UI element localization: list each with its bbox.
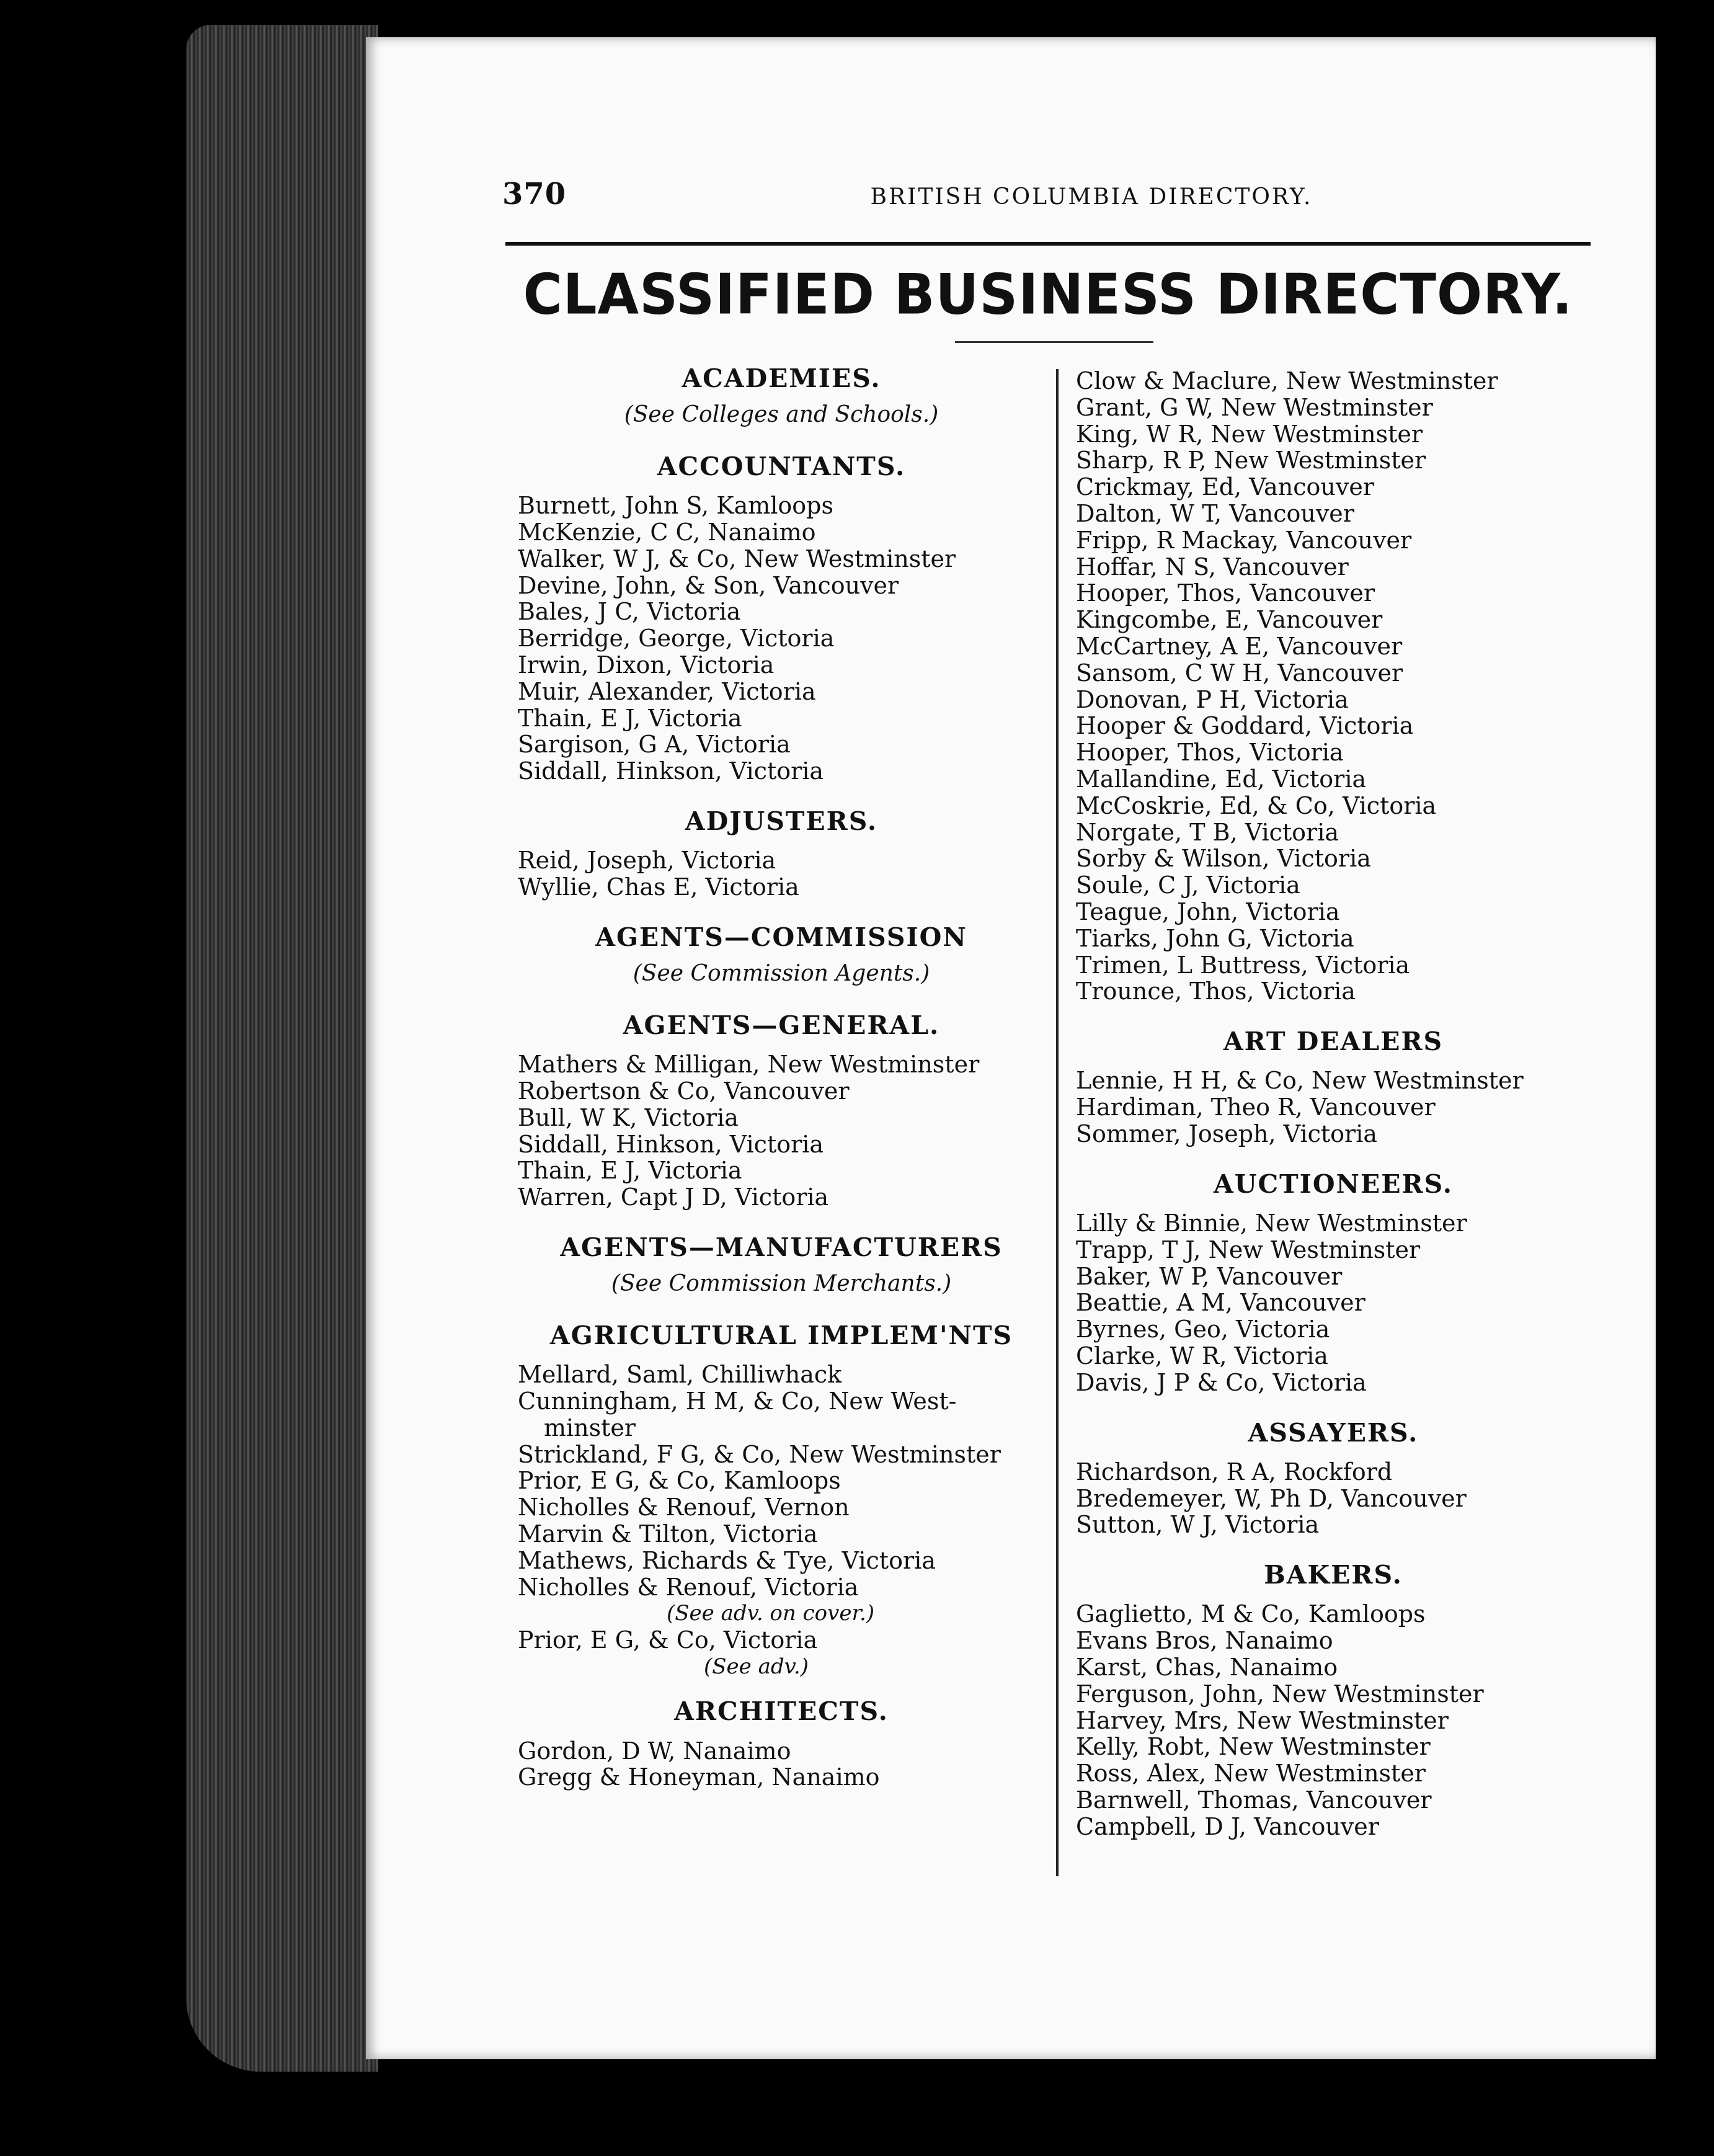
list-item: Kelly, Robt, New Westminster	[1076, 1733, 1431, 1761]
list-item: Bales, J C, Victoria	[518, 598, 741, 626]
list-item: Clarke, W R, Victoria	[1076, 1342, 1328, 1370]
column-divider	[1056, 369, 1059, 1876]
see-reference: (See adv.)	[704, 1654, 809, 1679]
architects-continued-list	[1076, 368, 1591, 1005]
running-head	[502, 177, 1594, 220]
list-item: Nicholles & Renouf, Vernon	[518, 1494, 850, 1521]
list-item: Devine, John, & Son, Vancouver	[518, 571, 899, 599]
list-item: Prior, E G, & Co, Kamloops	[518, 1467, 841, 1495]
section-heading-assayers: ASSAYERS.	[1248, 1417, 1419, 1448]
list-item: Siddall, Hinkson, Victoria	[518, 757, 824, 785]
list-item: Prior, E G, & Co, Victoria	[518, 1626, 818, 1654]
see-reference: (See Colleges and Schools.)	[624, 402, 939, 428]
list-item: McCartney, A E, Vancouver	[1076, 632, 1403, 660]
auctioneers-list	[1076, 1210, 1591, 1396]
section-heading-agents-commission: AGENTS—COMMISSION	[595, 922, 967, 952]
list-item: Richardson, R A, Rockford	[1076, 1458, 1393, 1486]
section-heading-agents-manufacturers: AGENTS—MANUFACTURERS	[560, 1232, 1003, 1262]
list-item: Strickland, F G, & Co, New Westminster	[518, 1440, 1001, 1468]
list-item: Hoffar, N S, Vancouver	[1076, 553, 1349, 581]
adjusters-list	[518, 847, 1045, 901]
list-item: Walker, W J, & Co, New Westminster	[518, 545, 956, 572]
list-item: Robertson & Co, Vancouver	[518, 1077, 850, 1105]
list-item: Sutton, W J, Victoria	[1076, 1511, 1320, 1539]
list-item: Cunningham, H M, & Co, New West-	[518, 1388, 957, 1415]
list-item: Lilly & Binnie, New Westminster	[1076, 1209, 1467, 1237]
list-item: Gregg & Honeyman, Nanaimo	[518, 1763, 880, 1791]
list-item: Mellard, Saml, Chilliwhack	[518, 1361, 842, 1389]
list-item: Bull, W K, Victoria	[518, 1103, 739, 1131]
list-item: Sargison, G A, Victoria	[518, 731, 791, 759]
list-item: Sommer, Joseph, Victoria	[1076, 1120, 1378, 1147]
see-reference: (See Commission Agents.)	[633, 961, 930, 987]
title-rule	[955, 341, 1153, 343]
list-item: Trimen, L Buttress, Victoria	[1076, 951, 1410, 979]
list-item: Gordon, D W, Nanaimo	[518, 1737, 791, 1765]
section-heading-academies: ACADEMIES.	[682, 363, 881, 393]
list-item: Davis, J P & Co, Victoria	[1076, 1368, 1367, 1396]
section-heading-art-dealers: ART DEALERS	[1223, 1027, 1444, 1057]
list-item: Berridge, George, Victoria	[518, 625, 835, 653]
list-item: Bredemeyer, W, Ph D, Vancouver	[1076, 1484, 1467, 1512]
list-item: Teague, John, Victoria	[1076, 898, 1340, 925]
left-column	[518, 363, 1045, 1812]
agents-general-list	[518, 1051, 1045, 1211]
list-item: Soule, C J, Victoria	[1076, 871, 1300, 899]
list-item: Hooper, Thos, Victoria	[1076, 739, 1344, 767]
list-item: Marvin & Tilton, Victoria	[518, 1520, 818, 1548]
list-item: McKenzie, C C, Nanaimo	[518, 519, 816, 546]
list-item: Thain, E J, Victoria	[518, 704, 742, 732]
list-item: Trapp, T J, New Westminster	[1076, 1236, 1421, 1263]
section-heading-agents-general: AGENTS—GENERAL.	[623, 1010, 940, 1040]
list-item: Irwin, Dixon, Victoria	[518, 651, 775, 679]
list-item: Muir, Alexander, Victoria	[518, 677, 816, 705]
list-item: Sorby & Wilson, Victoria	[1076, 845, 1371, 873]
list-item: McCoskrie, Ed, & Co, Victoria	[1076, 791, 1437, 819]
right-column	[1076, 363, 1591, 1861]
list-item: Clow & Maclure, New Westminster	[1076, 367, 1498, 394]
section-heading-bakers: BAKERS.	[1264, 1560, 1403, 1590]
list-item: Beattie, A M, Vancouver	[1076, 1289, 1365, 1317]
list-item: Karst, Chas, Nanaimo	[1076, 1654, 1338, 1682]
book-fore-edge	[186, 25, 378, 2072]
section-heading-agricultural-implements: AGRICULTURAL IMPLEM'NTS	[549, 1321, 1013, 1351]
list-item: Thain, E J, Victoria	[518, 1157, 742, 1185]
list-item: Hardiman, Theo R, Vancouver	[1076, 1094, 1436, 1121]
list-item: Ross, Alex, New Westminster	[1076, 1760, 1426, 1788]
list-item: Reid, Joseph, Victoria	[518, 847, 776, 875]
list-item: Campbell, D J, Vancouver	[1076, 1812, 1379, 1840]
running-title: BRITISH COLUMBIA DIRECTORY.	[870, 184, 1313, 210]
see-reference: (See Commission Merchants.)	[611, 1271, 952, 1297]
accountants-list	[518, 492, 1045, 785]
bakers-list	[1076, 1601, 1591, 1840]
list-item: Donovan, P H, Victoria	[1076, 685, 1349, 713]
list-item: King, W R, New Westminster	[1076, 420, 1423, 448]
section-heading-architects: ARCHITECTS.	[674, 1696, 889, 1727]
list-item: Evans Bros, Nanaimo	[1076, 1627, 1333, 1655]
list-item: Lennie, H H, & Co, New Westminster	[1076, 1067, 1524, 1095]
list-item: Byrnes, Geo, Victoria	[1076, 1316, 1330, 1343]
list-item: Grant, G W, New Westminster	[1076, 393, 1433, 421]
list-item: Fripp, R Mackay, Vancouver	[1076, 526, 1412, 554]
list-item: Crickmay, Ed, Vancouver	[1076, 473, 1375, 501]
list-item: Harvey, Mrs, New Westminster	[1076, 1706, 1449, 1734]
list-item: Sansom, C W H, Vancouver	[1076, 659, 1403, 687]
list-item: Warren, Capt J D, Victoria	[518, 1183, 829, 1211]
list-item: Hooper & Goddard, Victoria	[1076, 712, 1414, 740]
agricultural-list	[518, 1361, 1045, 1680]
list-item: Wyllie, Chas E, Victoria	[518, 873, 799, 901]
list-item: Mallandine, Ed, Victoria	[1076, 765, 1367, 793]
page-title: CLASSIFIED BUSINESS DIRECTORY.	[523, 262, 1573, 327]
list-item: Baker, W P, Vancouver	[1076, 1262, 1343, 1290]
section-heading-accountants: ACCOUNTANTS.	[657, 452, 906, 482]
list-item: Tiarks, John G, Victoria	[1076, 924, 1354, 952]
list-item: Gaglietto, M & Co, Kamloops	[1076, 1600, 1426, 1628]
assayers-list	[1076, 1459, 1591, 1538]
list-item: Mathers & Milligan, New Westminster	[518, 1051, 980, 1079]
list-item: Kingcombe, E, Vancouver	[1076, 606, 1383, 634]
see-reference: (See adv. on cover.)	[667, 1601, 875, 1626]
header-rule	[505, 242, 1591, 246]
art-dealers-list	[1076, 1067, 1591, 1147]
list-item: Barnwell, Thomas, Vancouver	[1076, 1786, 1432, 1814]
section-heading-auctioneers: AUCTIONEERS.	[1213, 1169, 1454, 1199]
list-item: Burnett, John S, Kamloops	[518, 492, 834, 520]
list-item: Dalton, W T, Vancouver	[1076, 499, 1354, 527]
page-number: 370	[502, 177, 567, 212]
list-item: Sharp, R P, New Westminster	[1076, 447, 1426, 474]
section-heading-adjusters: ADJUSTERS.	[685, 806, 878, 837]
architects-list	[518, 1738, 1045, 1791]
list-item: Trounce, Thos, Victoria	[1076, 978, 1356, 1005]
list-item: Ferguson, John, New Westminster	[1076, 1680, 1484, 1708]
list-item: minster	[544, 1414, 636, 1441]
list-item: Hooper, Thos, Vancouver	[1076, 579, 1375, 607]
list-item: Norgate, T B, Victoria	[1076, 818, 1339, 846]
list-item: Siddall, Hinkson, Victoria	[518, 1130, 824, 1158]
list-item: Mathews, Richards & Tye, Victoria	[518, 1546, 936, 1574]
list-item: Nicholles & Renouf, Victoria	[518, 1573, 859, 1601]
